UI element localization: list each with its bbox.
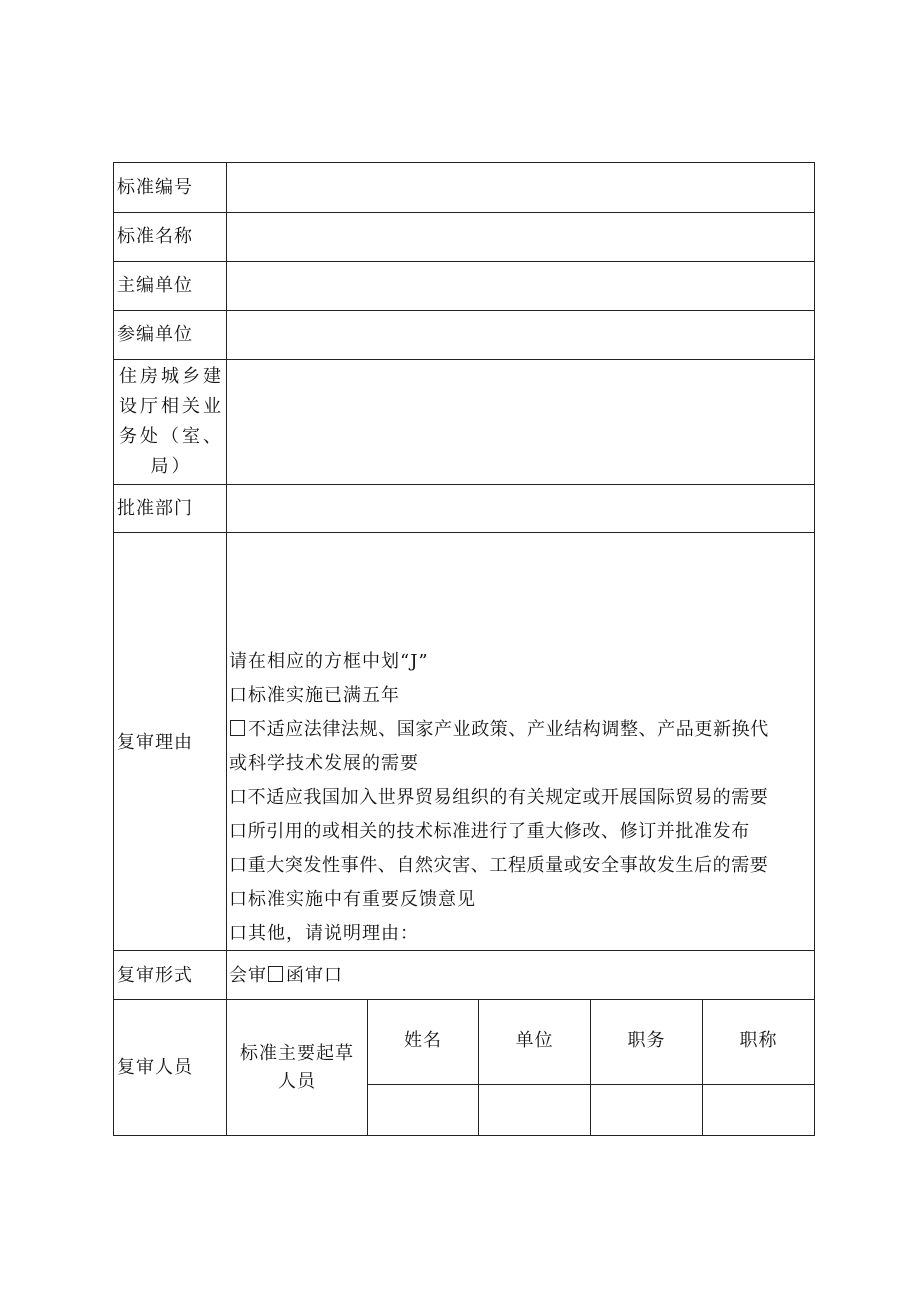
form-type-options (229, 965, 343, 987)
label-chief-unit: 主编单位 (117, 275, 193, 296)
label-reason: 复审理由 (117, 732, 193, 753)
label-dept (114, 360, 226, 484)
col-header-title: 职称 (739, 1030, 778, 1051)
line (113, 212, 815, 213)
reason-option[interactable] (229, 718, 813, 752)
reason-option-continued: 或科学技术发展的需要 (229, 753, 419, 774)
reason-option[interactable]: 口所引用的或相关的技术标准进行了重大修改、修订并批准发布 (229, 821, 750, 842)
label-form-type: 复审形式 (117, 965, 193, 986)
label-participating-unit: 参编单位 (117, 324, 193, 345)
label-dept-line: 设厅相关业 (119, 396, 224, 417)
label-personnel: 复审人员 (117, 1057, 193, 1078)
reason-option[interactable]: 口不适应我国加入世界贸易组织的有关规定或开展国际贸易的需要 (229, 787, 769, 808)
line (113, 999, 815, 1000)
review-form (113, 162, 815, 1136)
cell-unit-input[interactable] (479, 1085, 590, 1135)
col-header-unit: 单位 (515, 1030, 554, 1051)
line (113, 1135, 815, 1136)
cell-title-input[interactable] (703, 1085, 814, 1135)
col-header-position: 职务 (627, 1030, 666, 1051)
option-letter[interactable]: 函审口 (286, 965, 343, 986)
label-standard-name: 标准名称 (117, 226, 193, 247)
cell-position-input[interactable] (591, 1085, 702, 1135)
line (226, 162, 227, 1136)
reason-instruction: 请在相应的方框中划“J” (229, 651, 429, 672)
line (113, 310, 815, 311)
reason-option[interactable]: 口标准实施中有重要反馈意见 (229, 889, 476, 910)
label-drafters (227, 1026, 367, 1110)
reason-options (229, 650, 813, 956)
label-dept-line: 住房城乡建 (119, 366, 224, 387)
line (113, 261, 815, 262)
label-dept-line: 局） (150, 456, 193, 477)
checkbox[interactable] (230, 720, 245, 736)
checkbox-meeting[interactable] (268, 966, 283, 982)
line (113, 532, 815, 533)
reason-option-text: 不适应法律法规、国家产业政策、产业结构调整、产品更新换代 (248, 719, 769, 740)
cell-name-input[interactable] (368, 1085, 478, 1135)
reason-option[interactable]: 口其他，请说明理由： (229, 923, 419, 944)
line (113, 484, 815, 485)
col-header-name: 姓名 (404, 1030, 442, 1051)
option-meeting[interactable]: 会审 (229, 965, 267, 986)
label-drafters-line: 标准主要起草 (240, 1043, 354, 1064)
label-approval-dept: 批准部门 (117, 498, 193, 519)
line (113, 162, 815, 163)
reason-option[interactable]: 口重大突发性事件、自然灾害、工程质量或安全事故发生后的需要 (229, 855, 769, 876)
reason-option[interactable]: 口标准实施已满五年 (229, 685, 400, 706)
label-dept-line: 务处（室、 (119, 426, 224, 447)
label-standard-no: 标准编号 (117, 177, 193, 198)
line (113, 162, 114, 1136)
label-drafters-line: 人员 (278, 1071, 316, 1092)
line (814, 162, 815, 1136)
